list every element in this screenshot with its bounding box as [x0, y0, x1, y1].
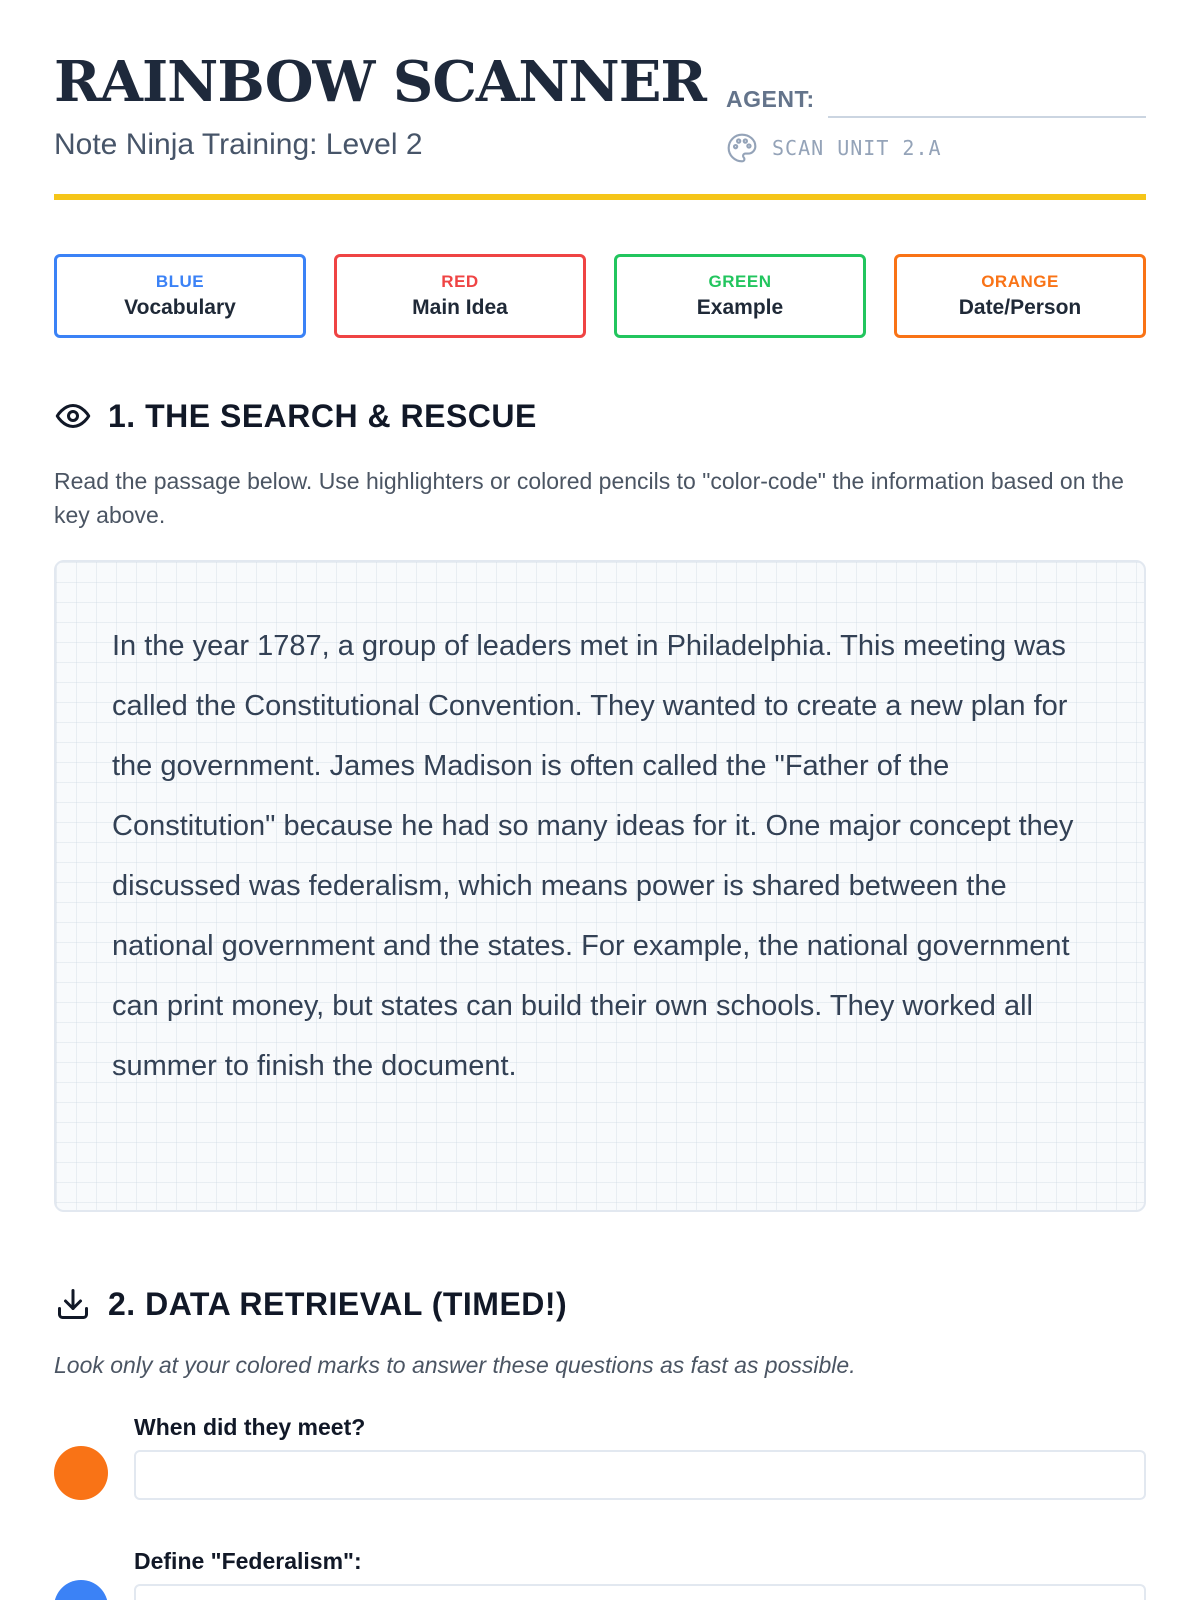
section-instructions: Read the passage below. Use highlighters or colored pencils to "color-code" the information based on the key above. [54, 468, 1124, 528]
blue-marker-dot [54, 1580, 108, 1600]
retrieval-instructions: Look only at your colored marks to answer these questions as fast as possible. [54, 1352, 856, 1378]
reading-passage: In the year 1787, a group of leaders met in Philadelphia. This meeting was called the Constitutional Convention. They wanted to create a new plan for the government. James Madison is often called the "Father of the Constitution" because he had so many ideas for it. One major concept they discussed was federalism, which means power is shared between the national government and the states. For example, the national government can print money, but states can build their own schools. They worked all summer to finish the document. [112, 630, 1074, 1082]
question-define-federalism [54, 1548, 1146, 1600]
orange-marker-dot [54, 1446, 108, 1500]
worksheet-page [54, 0, 1146, 1600]
key-color-name: RED [441, 272, 479, 291]
page-subtitle: Note Ninja Training: Level 2 [54, 128, 423, 161]
question-label: When did they meet? [134, 1414, 366, 1440]
download-icon [54, 1286, 92, 1322]
key-color-name: BLUE [155, 272, 205, 291]
color-key [54, 254, 1146, 338]
section-heading-data-retrieval [54, 1284, 1146, 1324]
key-meaning: Main Idea [412, 296, 508, 319]
eye-icon [54, 398, 92, 434]
section-title: 2. DATA RETRIEVAL (TIMED!) [108, 1286, 568, 1322]
section-title: 1. THE SEARCH & RESCUE [108, 398, 537, 434]
scan-unit-label: SCAN UNIT 2.A [772, 136, 942, 160]
palette-icon [726, 132, 758, 164]
key-box-blue [54, 254, 306, 338]
worksheet-header [54, 48, 1146, 200]
header-divider [54, 194, 1146, 200]
page-title: RAINBOW SCANNER [54, 49, 706, 115]
question-when-meet [54, 1414, 1146, 1524]
reading-passage-box [54, 560, 1146, 1212]
agent-name-field[interactable] [828, 116, 1146, 118]
key-meaning: Vocabulary [124, 296, 236, 319]
key-box-green [614, 254, 866, 338]
question-label: Define "Federalism": [134, 1548, 362, 1574]
answer-field-federalism[interactable] [134, 1584, 1146, 1600]
section-heading-search-rescue [54, 396, 1146, 436]
key-meaning: Example [696, 296, 784, 319]
answer-field-when-meet[interactable] [134, 1450, 1146, 1500]
key-box-red [334, 254, 586, 338]
key-color-name: ORANGE [981, 272, 1059, 291]
agent-label: AGENT: [726, 86, 815, 112]
key-meaning: Date/Person [958, 296, 1082, 319]
key-color-name: GREEN [708, 272, 772, 291]
key-box-orange [894, 254, 1146, 338]
